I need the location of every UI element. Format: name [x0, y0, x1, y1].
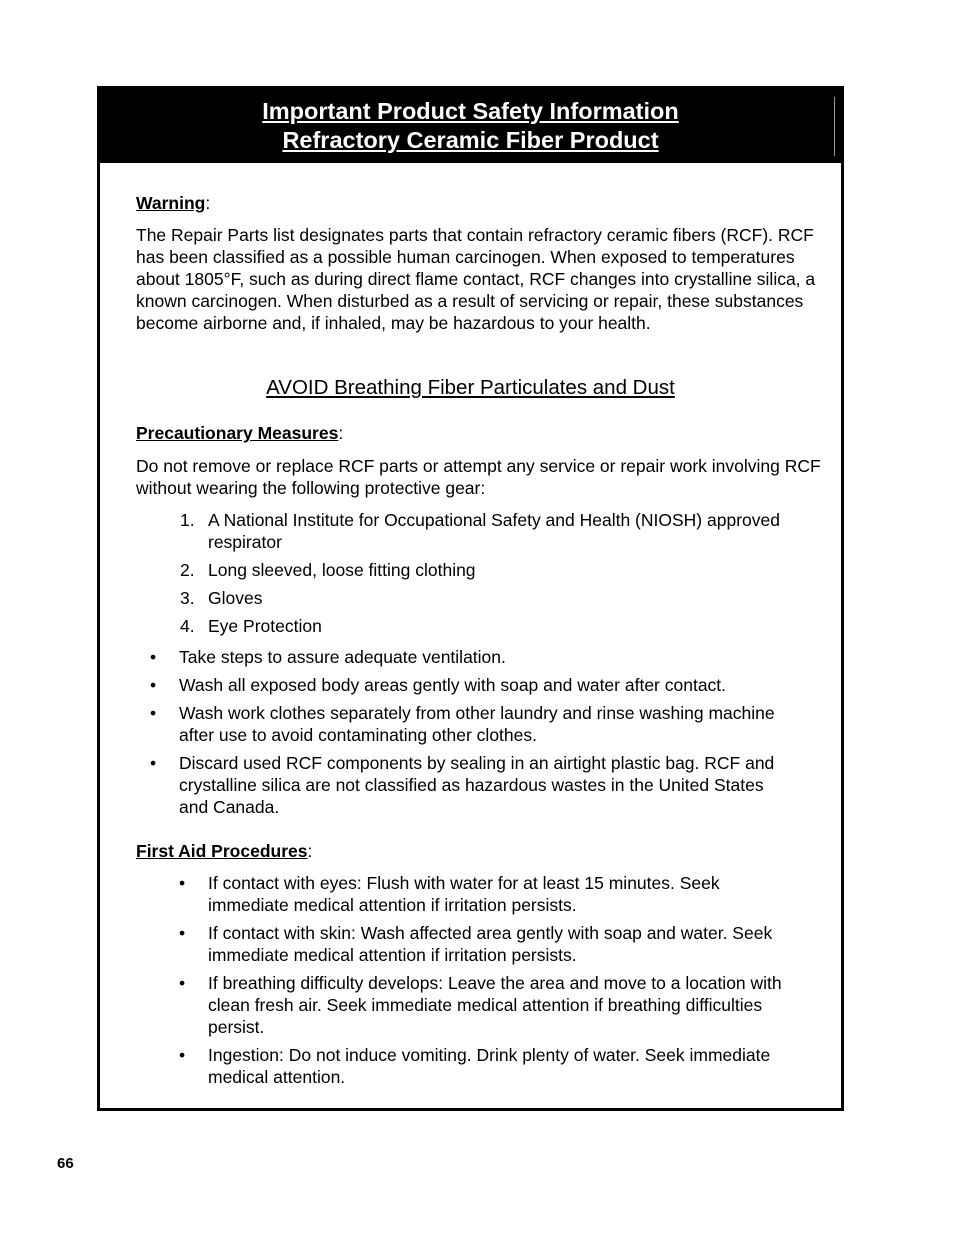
bullet-mark: • — [150, 675, 157, 695]
gear-number: 1. — [180, 510, 195, 530]
gear-item — [180, 509, 800, 553]
warning-label: Warning — [136, 193, 206, 213]
gear-item — [180, 559, 800, 581]
first-aid-colon: : — [307, 841, 313, 861]
gear-item — [180, 587, 800, 609]
first-aid-text: If breathing difficulty develops: Leave the area and move to a location with clean fresh air. Seek immediate medical attention if breathing difficulties persist. — [208, 973, 782, 1037]
bullet-mark: • — [179, 973, 186, 993]
precaution-bullet — [150, 752, 790, 818]
bullet-mark: • — [179, 1045, 186, 1065]
first-aid-heading — [136, 840, 312, 862]
precautions-heading — [136, 422, 343, 444]
gear-text: A National Institute for Occupational Safety and Health (NIOSH) approved respirator — [208, 510, 780, 552]
bullet-mark: • — [150, 703, 157, 723]
banner-divider — [834, 97, 835, 156]
first-aid-bullet — [179, 972, 804, 1038]
precaution-bullet — [150, 646, 790, 668]
first-aid-bullet — [179, 922, 804, 966]
first-aid-bullet — [179, 1044, 804, 1088]
gear-text: Eye Protection — [208, 616, 322, 636]
precautions-label: Precautionary Measures — [136, 423, 339, 443]
precaution-text: Wash work clothes separately from other laundry and rinse washing machine after use to avoid contaminating other clothes. — [179, 703, 775, 745]
first-aid-text: If contact with eyes: Flush with water for at least 15 minutes. Seek immediate medical attention if irritation persists. — [208, 873, 720, 915]
precautions-intro: Do not remove or replace RCF parts or attempt any service or repair work involving RCF without wearing the following protective gear: — [136, 456, 821, 498]
gear-number: 3. — [180, 588, 195, 608]
gear-item — [180, 615, 800, 637]
warning-body: The Repair Parts list designates parts that contain refractory ceramic fibers (RCF). RCF has been classified as a possible human carcinogen. When exposed to temperatures about 1805°F, such as during direct flame contact, RCF changes into crystalline silica, a known carcinogen. When disturbed as a result of servicing or repair, these substances become airborne and, if inhaled, may be hazardous to your health. — [136, 225, 816, 333]
first-aid-text: If contact with skin: Wash affected area gently with soap and water. Seek immediate medical attention if irritation persists. — [208, 923, 773, 965]
first-aid-text: Ingestion: Do not induce vomiting. Drink plenty of water. Seek immediate medical attention. — [208, 1045, 771, 1087]
warning-colon: : — [205, 193, 211, 213]
warning-heading — [136, 192, 210, 214]
bullet-mark: • — [179, 923, 186, 943]
gear-text: Gloves — [208, 588, 263, 608]
precaution-text: Discard used RCF components by sealing in an airtight plastic bag. RCF and crystalline silica are not classified as hazardous wastes in the United States and Canada. — [179, 753, 775, 817]
gear-number: 2. — [180, 560, 195, 580]
precaution-text: Take steps to assure adequate ventilation. — [179, 647, 506, 667]
page-number: 66 — [57, 1155, 74, 1172]
bullet-mark: • — [179, 873, 186, 893]
precaution-bullet — [150, 702, 790, 746]
bullet-mark: • — [150, 753, 157, 773]
title-line-1: Important Product Safety Information — [262, 98, 679, 124]
gear-number: 4. — [180, 616, 195, 636]
bullet-mark: • — [150, 647, 157, 667]
title-banner — [100, 89, 841, 163]
precautions-colon: : — [338, 423, 344, 443]
safety-info-box — [97, 86, 844, 1111]
precaution-bullet — [150, 674, 790, 696]
first-aid-label: First Aid Procedures — [136, 841, 308, 861]
title-line-2: Refractory Ceramic Fiber Product — [282, 127, 659, 153]
precaution-text: Wash all exposed body areas gently with soap and water after contact. — [179, 675, 727, 695]
avoid-heading: AVOID Breathing Fiber Particulates and Dust — [266, 376, 675, 399]
gear-text: Long sleeved, loose fitting clothing — [208, 560, 476, 580]
first-aid-bullet — [179, 872, 804, 916]
